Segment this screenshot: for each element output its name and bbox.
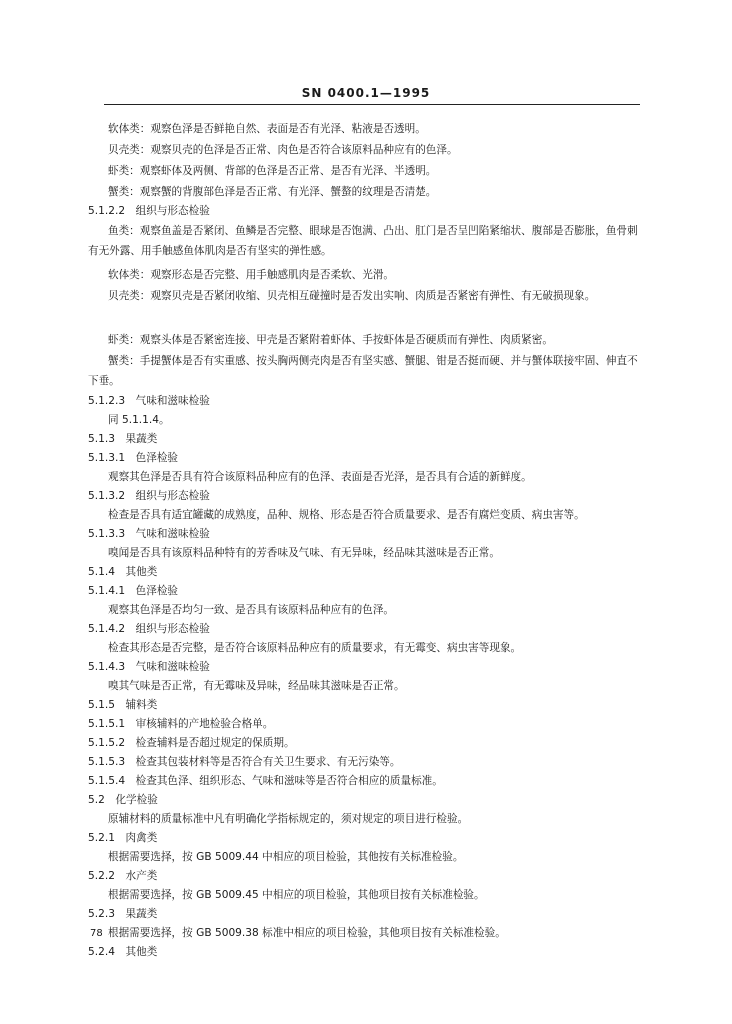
section-heading: 5.1.2.3 气味和滋味检验 (88, 395, 210, 407)
standard-number-header: SN 0400.1—1995 (301, 86, 431, 100)
text-line: 5.1.5.1 审核辅料的产地检验合格单。 (88, 718, 274, 730)
text-line: 贝壳类：观察贝壳的色泽是否正常、肉色是否符合该原料品种应有的色泽。 (108, 144, 458, 156)
text-line: 虾类：观察虾体及两侧、背部的色泽是否正常、是否有光泽、半透明。 (108, 165, 437, 177)
text-line: 蟹类：观察蟹的背腹部色泽是否正常、有光泽、蟹螯的纹理是否清楚。 (108, 186, 437, 198)
section-heading: 5.1.4.1 色泽检验 (88, 585, 179, 597)
paragraph: 蟹类：手提蟹体是否有实重感、按头胸两侧壳肉是否有坚实感、蟹腿、钳是否挺而硬、并与蟹体联接牢固、伸直不下垂。 (88, 355, 638, 387)
text-line: 根据需要选择，按 GB 5009.38 标准中相应的项目检验，其他项目按有关标准检验。 (108, 927, 506, 939)
text-line: 虾类：观察头体是否紧密连接、甲壳是否紧附着虾体、手按虾体是否硬质而有弹性、肉质紧密。 (108, 334, 553, 346)
text-line: 5.1.5.2 检查辅料是否超过规定的保质期。 (88, 737, 295, 749)
text-line: 原辅材料的质量标准中凡有明确化学指标规定的，须对规定的项目进行检验。 (108, 813, 469, 825)
paragraph: 鱼类：观察鱼盖是否紧闭、鱼鳞是否完整、眼球是否饱满、凸出、肛门是否呈凹陷紧缩状、腹部是否膨胀，鱼骨刺有无外露、用手触感鱼体肌肉是否有坚实的弹性感。 (88, 225, 638, 257)
text-line: 嗅闻是否具有该原料品种特有的芳香味及气味、有无异味，经品味其滋味是否正常。 (108, 547, 500, 559)
section-heading: 5.2 化学检验 (88, 794, 158, 806)
section-heading: 5.1.3.3 气味和滋味检验 (88, 528, 210, 540)
section-heading: 5.2.4 其他类 (88, 946, 158, 958)
text-line: 观察其色泽是否均匀一致、是否具有该原料品种应有的色泽。 (108, 604, 395, 616)
text-line: 软体类：观察形态是否完整、用手触感肌肉是否柔软、光滑。 (108, 269, 395, 281)
header-rule (104, 104, 640, 105)
section-heading: 5.1.2.2 组织与形态检验 (88, 205, 210, 217)
text-line: 根据需要选择，按 GB 5009.44 中相应的项目检验，其他按有关标准检验。 (108, 851, 464, 863)
text-line: 5.1.5.4 检查其色泽、组织形态、气味和滋味等是否符合相应的质量标准。 (88, 775, 443, 787)
section-heading: 5.1.4 其他类 (88, 566, 158, 578)
section-heading: 5.1.3.2 组织与形态检验 (88, 490, 210, 502)
text-line: 根据需要选择，按 GB 5009.45 中相应的项目检验，其他项目按有关标准检验。 (108, 889, 485, 901)
section-heading: 5.1.4.2 组织与形态检验 (88, 623, 210, 635)
section-heading: 5.1.4.3 气味和滋味检验 (88, 661, 210, 673)
text-line: 检查是否具有适宜罐藏的成熟度，品种、规格、形态是否符合质量要求、是否有腐烂变质、病虫害等。 (108, 509, 585, 521)
text-line: 嗅其气味是否正常，有无霉味及异味，经品味其滋味是否正常。 (108, 680, 405, 692)
text-line: 软体类：观察色泽是否鲜艳自然、表面是否有光泽、粘液是否透明。 (108, 123, 426, 135)
paragraph: 贝壳类：观察贝壳是否紧闭收缩、贝壳相互碰撞时是否发出实响、肉质是否紧密有弹性、有无破损现象。 (108, 290, 596, 302)
text-line: 检查其形态是否完整，是否符合该原料品种应有的质量要求，有无霉变、病虫害等现象。 (108, 642, 522, 654)
text-line: 5.1.5.3 检查其包装材料等是否符合有关卫生要求、有无污染等。 (88, 756, 401, 768)
section-heading: 5.1.3.1 色泽检验 (88, 452, 179, 464)
text-line: 观察其色泽是否具有符合该原料品种应有的色泽、表面是否光泽，是否具有合适的新鲜度。 (108, 471, 532, 483)
section-heading: 5.2.1 肉禽类 (88, 832, 158, 844)
text-line: 同 5.1.1.4。 (108, 414, 170, 426)
page-number: 78 (90, 928, 103, 939)
section-heading: 5.2.3 果蔬类 (88, 908, 158, 920)
section-heading: 5.2.2 水产类 (88, 870, 158, 882)
section-heading: 5.1.3 果蔬类 (88, 433, 158, 445)
section-heading: 5.1.5 辅料类 (88, 699, 158, 711)
